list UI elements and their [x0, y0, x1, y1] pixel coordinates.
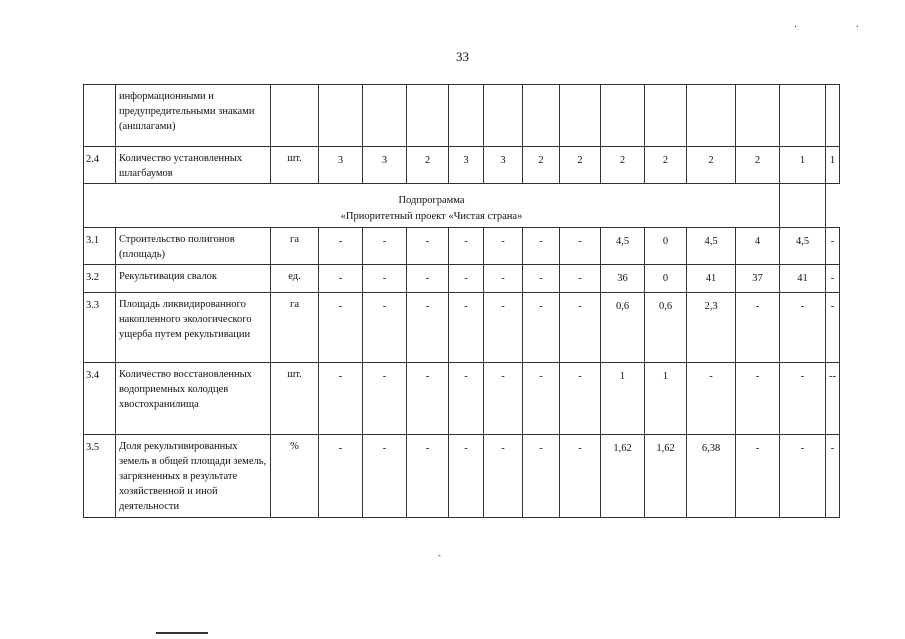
row-value: -- — [826, 363, 840, 435]
subprogram-label: Подпрограмма — [398, 195, 465, 206]
row-value: - — [363, 265, 407, 293]
row-value: - — [484, 228, 523, 265]
row-value: - — [687, 363, 736, 435]
row-value: 2 — [407, 147, 449, 184]
row-value: - — [484, 363, 523, 435]
table-body — [84, 85, 840, 518]
row-value: 1,62 — [601, 435, 645, 518]
row-value — [826, 85, 840, 147]
row-value — [560, 85, 601, 147]
row-value: 2 — [601, 147, 645, 184]
row-value: - — [826, 293, 840, 363]
row-value — [687, 85, 736, 147]
subprogram-heading — [84, 184, 780, 228]
row-index: 3.3 — [84, 293, 116, 363]
row-value: - — [319, 228, 363, 265]
row-value: 3 — [363, 147, 407, 184]
row-index: 3.1 — [84, 228, 116, 265]
row-name: Строительство полигонов (площадь) — [116, 228, 271, 265]
row-name: Количество восстановленных водоприемных колодцев хвостохранилища — [116, 363, 271, 435]
row-value: - — [407, 293, 449, 363]
row-value: - — [560, 435, 601, 518]
row-value: - — [363, 293, 407, 363]
row-value: 4,5 — [687, 228, 736, 265]
table-row — [84, 147, 840, 184]
row-index: 2.4 — [84, 147, 116, 184]
row-value: 4,5 — [601, 228, 645, 265]
row-unit: шт. — [271, 363, 319, 435]
row-value: 2 — [687, 147, 736, 184]
row-value: - — [407, 435, 449, 518]
row-value: 6,38 — [687, 435, 736, 518]
row-value — [449, 85, 484, 147]
subprogram-empty-cell — [780, 184, 826, 228]
row-value: - — [560, 293, 601, 363]
row-index: 3.4 — [84, 363, 116, 435]
row-value: - — [363, 363, 407, 435]
row-value: - — [736, 363, 780, 435]
row-name: Количество установленных шлагбаумов — [116, 147, 271, 184]
row-value: - — [484, 265, 523, 293]
row-value: - — [363, 228, 407, 265]
page-number: 33 — [456, 49, 469, 64]
table-row — [84, 228, 840, 265]
row-value: - — [449, 228, 484, 265]
row-value: - — [449, 265, 484, 293]
table-row — [84, 265, 840, 293]
row-value — [523, 85, 560, 147]
row-value: 0 — [645, 265, 687, 293]
row-value: - — [736, 293, 780, 363]
table-row — [84, 363, 840, 435]
row-value: 4,5 — [780, 228, 826, 265]
row-value: - — [363, 435, 407, 518]
bottom-scan-line — [156, 632, 208, 634]
row-value: 0 — [645, 228, 687, 265]
row-value: - — [523, 228, 560, 265]
table-row — [84, 435, 840, 518]
indicator-table — [83, 84, 840, 518]
row-value: 0,6 — [645, 293, 687, 363]
row-value: - — [560, 228, 601, 265]
row-index: 3.5 — [84, 435, 116, 518]
row-index — [84, 85, 116, 147]
indicator-table-wrapper — [83, 84, 840, 518]
row-value: 1 — [645, 363, 687, 435]
row-unit — [271, 85, 319, 147]
row-value — [736, 85, 780, 147]
row-name: Рекультивация свалок — [116, 265, 271, 293]
row-value — [363, 85, 407, 147]
row-value: - — [780, 293, 826, 363]
row-value: 1 — [780, 147, 826, 184]
row-name: информационными и предупредительными знаками (аншлагами) — [116, 85, 271, 147]
row-value: - — [780, 363, 826, 435]
row-value: - — [826, 228, 840, 265]
row-value: 2 — [645, 147, 687, 184]
row-value: 3 — [484, 147, 523, 184]
table-row — [84, 85, 840, 147]
row-value: 0,6 — [601, 293, 645, 363]
row-value: 41 — [687, 265, 736, 293]
row-value: - — [560, 363, 601, 435]
row-value: - — [407, 363, 449, 435]
row-value: 2 — [560, 147, 601, 184]
table-row — [84, 293, 840, 363]
row-value — [407, 85, 449, 147]
row-value: - — [736, 435, 780, 518]
row-value — [319, 85, 363, 147]
row-value: - — [319, 435, 363, 518]
row-value: - — [826, 435, 840, 518]
subprogram-row — [84, 184, 840, 228]
row-value — [601, 85, 645, 147]
row-value: 3 — [319, 147, 363, 184]
row-value: - — [560, 265, 601, 293]
row-value: 1 — [601, 363, 645, 435]
row-index: 3.2 — [84, 265, 116, 293]
scan-specks: · · — [793, 22, 887, 33]
row-value: 37 — [736, 265, 780, 293]
row-value: 2 — [736, 147, 780, 184]
row-value: - — [523, 265, 560, 293]
row-unit: ед. — [271, 265, 319, 293]
row-value: - — [826, 265, 840, 293]
subprogram-title: «Приоритетный проект «Чистая страна» — [340, 211, 523, 222]
row-value: - — [523, 293, 560, 363]
row-unit: га — [271, 228, 319, 265]
row-value: - — [319, 265, 363, 293]
row-value: - — [484, 435, 523, 518]
row-value: 1 — [826, 147, 840, 184]
row-value: 2 — [523, 147, 560, 184]
row-value: - — [319, 363, 363, 435]
row-value — [484, 85, 523, 147]
row-value: - — [407, 265, 449, 293]
row-name: Площадь ликвидированного накопленного экологического ущерба путем рекультивации — [116, 293, 271, 363]
row-value: - — [449, 293, 484, 363]
row-unit: га — [271, 293, 319, 363]
row-value: - — [780, 435, 826, 518]
row-value — [645, 85, 687, 147]
row-value: 4 — [736, 228, 780, 265]
row-name: Доля рекультивированных земель в общей площади земель, загрязненных в результате хозяйственной и иной деятельности — [116, 435, 271, 518]
row-value: 2,3 — [687, 293, 736, 363]
row-value: - — [523, 363, 560, 435]
row-value: 1,62 — [645, 435, 687, 518]
row-unit: % — [271, 435, 319, 518]
row-value — [780, 85, 826, 147]
row-value: - — [407, 228, 449, 265]
row-value: 36 — [601, 265, 645, 293]
row-value: 3 — [449, 147, 484, 184]
row-value: - — [449, 363, 484, 435]
row-unit: шт. — [271, 147, 319, 184]
row-value: 41 — [780, 265, 826, 293]
row-value: - — [484, 293, 523, 363]
scan-mark: - — [438, 551, 441, 560]
row-value: - — [449, 435, 484, 518]
row-value: - — [319, 293, 363, 363]
row-value: - — [523, 435, 560, 518]
